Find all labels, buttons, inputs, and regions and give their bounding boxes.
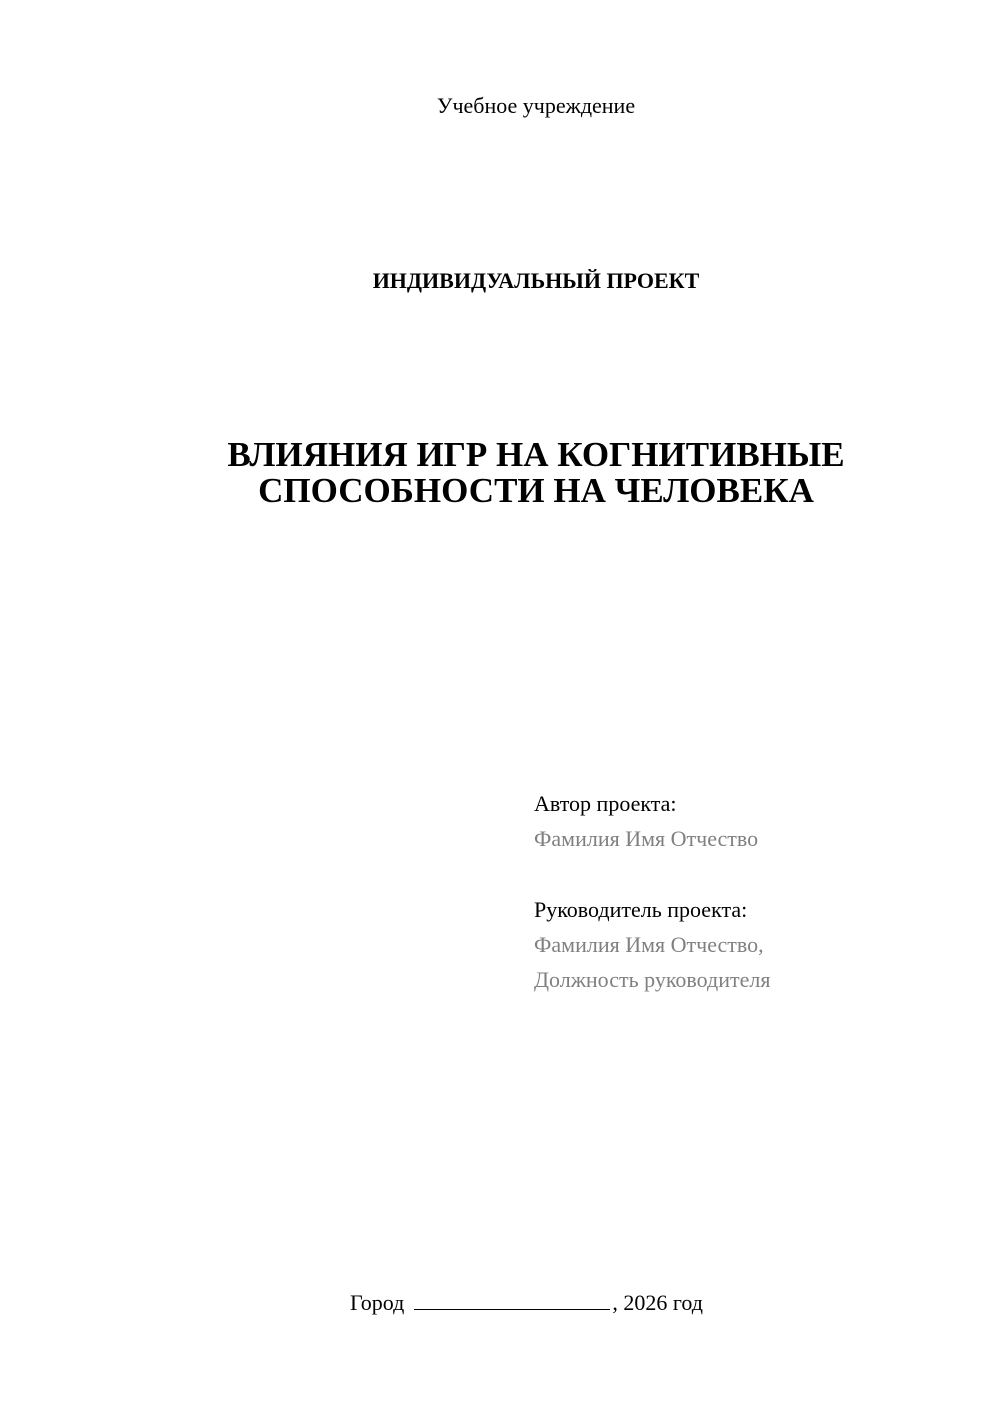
supervisor-block: [534, 892, 770, 997]
project-title-line-1: ВЛИЯНИЯ ИГР НА КОГНИТИВНЫЕ: [227, 435, 845, 474]
project-title: [0, 437, 1000, 509]
institution-name: Учебное учреждение: [436, 93, 636, 118]
supervisor-position-placeholder: Должность руководителя: [534, 967, 771, 992]
supervisor-name-placeholder: Фамилия Имя Отчество,: [534, 932, 764, 957]
project-title-line-2: СПОСОБНОСТИ НА ЧЕЛОВЕКА: [258, 471, 814, 510]
author-block: [534, 786, 758, 856]
city-label: Город: [350, 1290, 405, 1315]
project-type-heading: ИНДИВИДУАЛЬНЫЙ ПРОЕКТ: [372, 268, 700, 293]
city-blank-underline: [414, 1291, 610, 1310]
year-text: , 2026 год: [612, 1290, 703, 1315]
author-name-placeholder: Фамилия Имя Отчество: [534, 826, 759, 851]
author-label: Автор проекта:: [534, 791, 677, 816]
city-year-line: [350, 1290, 703, 1316]
supervisor-label: Руководитель проекта:: [534, 897, 748, 922]
